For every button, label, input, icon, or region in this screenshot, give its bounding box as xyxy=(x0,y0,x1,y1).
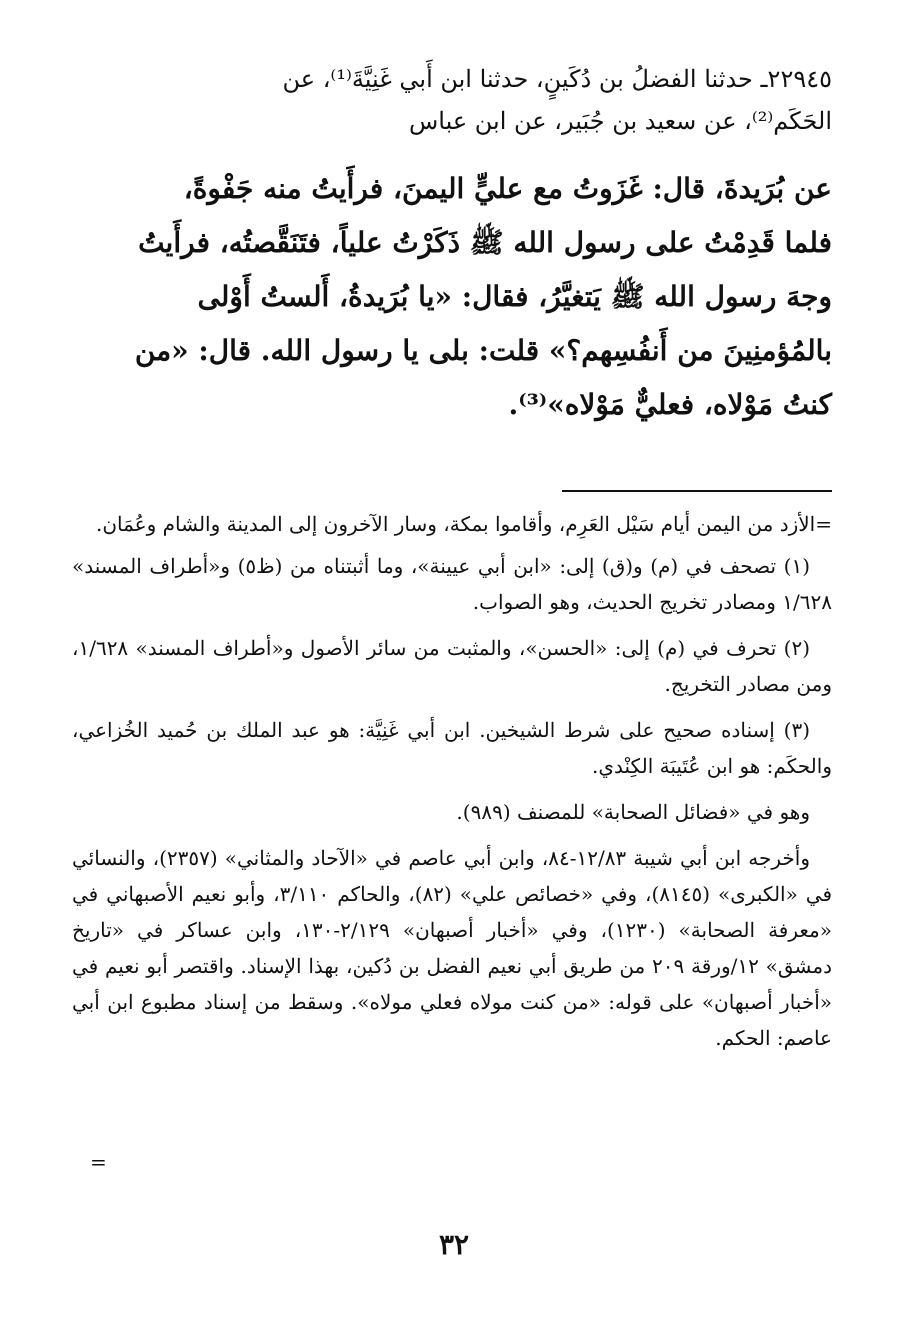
hadith-chain xyxy=(72,58,832,142)
footnote-1: (١) تصحف في (م) و(ق) إلى: «ابن أبي عيينة»، وما أثبتناه من (ظ٥) و«أطراف المسند» ١/٦٢٨ ومصادر تخريج الحديث، وهو الصواب. xyxy=(72,554,832,614)
continuation-mark: = xyxy=(90,1150,107,1174)
footnote-2: (٢) تحرف في (م) إلى: «الحسن»، والمثبت من سائر الأصول و«أطراف المسند» ١/٦٢٨، ومن مصادر التخريج. xyxy=(72,636,832,696)
hadith-chain-line: ٢٢٩٤٥ـ حدثنا الفضلُ بن دُكَينٍ، حدثنا ابن أَبي غَنِيَّةَ⁽¹⁾، عن xyxy=(282,65,832,93)
hadith-chain-line: الحَكَم⁽²⁾، عن سعيد بن جُبَير، عن ابن عباس xyxy=(408,107,832,135)
hadith-text-line: عن بُرَيدةَ، قال: غَزَوتُ مع عليٍّ اليمنَ، فرأَيتُ منه جَفْوةً، xyxy=(183,172,832,205)
hadith-text xyxy=(72,162,832,432)
hadith-text-line: فلما قَدِمْتُ على رسول الله ﷺ ذَكَرْتُ علياً، فتَنَقَّصتُه، فرأَيتُ xyxy=(138,226,832,259)
footnote-source-paragraph: وهو في «فضائل الصحابة» للمصنف (٩٨٩). xyxy=(456,800,810,824)
footnote-takhrij-paragraph: وأخرجه ابن أبي شيبة ١٢/٨٣-٨٤، وابن أبي عاصم في «الآحاد والمثاني» (٢٣٥٧)، والنسائي في «الكبرى» (٨١٤٥)، وفي «خصائص علي» (٨٢)، والحاكم ٣/١١٠، وأبو نعيم الأصبهاني في «معرفة الصحابة» (١٢٣٠)، وفي «أخبار أصبهان» ٢/١٢٩-١٣٠، وابن عساكر في «تاريخ دمشق» ١٢/ورقة ٢٠٩ من طريق أبي نعيم الفضل بن دُكين، بهذا الإسناد. واقتصر أبو نعيم في «أخبار أصبهان» على قوله: «من كنت مولاه فعلي مولاه». وسقط من إسناد مطبوع ابن أبي عاصم: الحكم. xyxy=(72,846,833,1050)
hadith-text-line: كنتُ مَوْلاه، فعليٌّ مَوْلاه»⁽³⁾. xyxy=(508,388,832,421)
page-number: ٣٢ xyxy=(438,1228,470,1261)
footnote-divider xyxy=(562,490,832,492)
hadith-text-line: بالمُؤمنِينَ من أَنفُسِهم؟» قلت: بلى يا رسول الله. قال: «من xyxy=(134,334,832,367)
footnote-3: (٣) إسناده صحيح على شرط الشيخين. ابن أبي غَنِيَّة: هو عبد الملك بن حُميد الخُزاعي، والحكَم: هو ابن عُتَيبَة الكِنْدي. xyxy=(72,718,832,778)
page-content xyxy=(72,58,832,1334)
footnotes xyxy=(72,506,832,1056)
footnote-continuation: =الأزد من اليمن أيام سَيْل العَرِم، وأقاموا بمكة، وسار الآخرون إلى المدينة والشام وعُمَان. xyxy=(95,512,832,536)
hadith-text-line: وجهَ رسول الله ﷺ يَتغيَّرُ، فقال: «يا بُرَيدةُ، أَلستُ أَوْلى xyxy=(197,280,832,313)
